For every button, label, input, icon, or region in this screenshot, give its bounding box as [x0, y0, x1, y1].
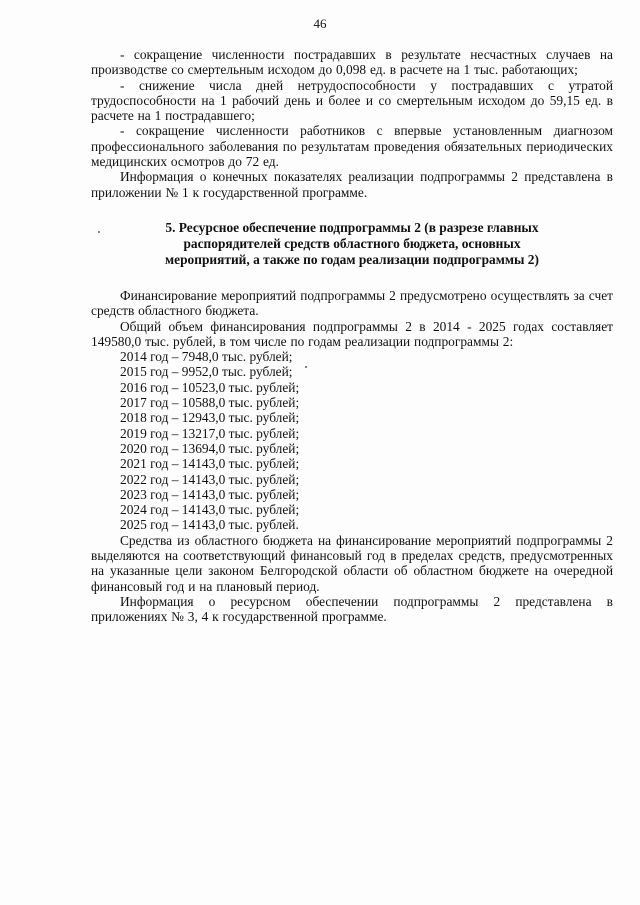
intro-paragraph: - сокращение численности пострадавших в результате несчастных случаев на производстве со смертельным исходом до 0,098 ед. в расчете на 1 тыс. работающих;: [91, 47, 613, 78]
funding-year-item: 2021 год – 14143,0 тыс. рублей;: [120, 456, 300, 472]
page-number: 46: [313, 16, 327, 31]
closing-paragraph: Средства из областного бюджета на финансирование мероприятий подпрограммы 2 выделяются на соответствующий финансовый год в пределах средств, предусмотренных на указанные цели законом Белгородской области об областном бюджете на очередной финансовый год и на плановый период.: [91, 532, 613, 594]
document-body: [91, 47, 613, 625]
funding-paragraph: Финансирование мероприятий подпрограммы 2 предусмотрено осуществлять за счет средств областного бюджета.: [91, 287, 613, 319]
funding-year-item: 2014 год – 7948,0 тыс. рублей;: [120, 349, 293, 365]
section-heading-line: мероприятий, а также по годам реализации подпрограммы 2): [165, 251, 539, 267]
funding-paragraph: Общий объем финансирования подпрограммы 2 в 2014 - 2025 годах составляет 149580,0 тыс. рублей, в том числе по годам реализации подпрограммы 2:: [91, 318, 613, 349]
intro-paragraph: Информация о конечных показателях реализации подпрограммы 2 представлена в приложении № 1 к государственной программе.: [91, 169, 613, 200]
section-heading: [91, 220, 613, 268]
funding-year-item: 2016 год – 10523,0 тыс. рублей;: [120, 379, 300, 395]
section-heading-line: 5. Ресурсное обеспечение подпрограммы 2 (в разрезе главных: [165, 219, 539, 235]
closing-paragraph: Информация о ресурсном обеспечении подпрограммы 2 представлена в приложениях № 3, 4 к государственной программе.: [91, 593, 613, 625]
funding-year-item: 2015 год – 9952,0 тыс. рублей;: [120, 364, 293, 380]
funding-year-item: 2019 год – 13217,0 тыс. рублей;: [120, 425, 300, 441]
intro-paragraph: - сокращение численности работников с впервые установленным диагнозом профессионального заболевания по результатам проведения обязательных периодических медицинских осмотров до 72 ед.: [91, 123, 613, 170]
funding-by-year-list: [91, 349, 613, 533]
funding-year-item: 2023 год – 14143,0 тыс. рублей;: [120, 486, 300, 502]
section-heading-line: распорядителей средств областного бюджета, основных: [183, 235, 521, 251]
funding-year-item: 2022 год – 14143,0 тыс. рублей;: [120, 471, 300, 487]
funding-year-item: 2024 год – 14143,0 тыс. рублей;: [120, 502, 300, 518]
intro-paragraph: - снижение числа дней нетрудоспособности у пострадавших с утратой трудоспособности на 1 рабочий день и более и со смертельным исходом до 59,15 ед. в расчете на 1 пострадавшего;: [91, 77, 613, 124]
funding-year-item: 2017 год – 10588,0 тыс. рублей;: [120, 395, 300, 411]
funding-year-item: 2018 год – 12943,0 тыс. рублей;: [120, 410, 300, 426]
funding-year-item: 2025 год – 14143,0 тыс. рублей.: [120, 517, 299, 533]
funding-year-item: 2020 год – 13694,0 тыс. рублей;: [120, 440, 300, 456]
